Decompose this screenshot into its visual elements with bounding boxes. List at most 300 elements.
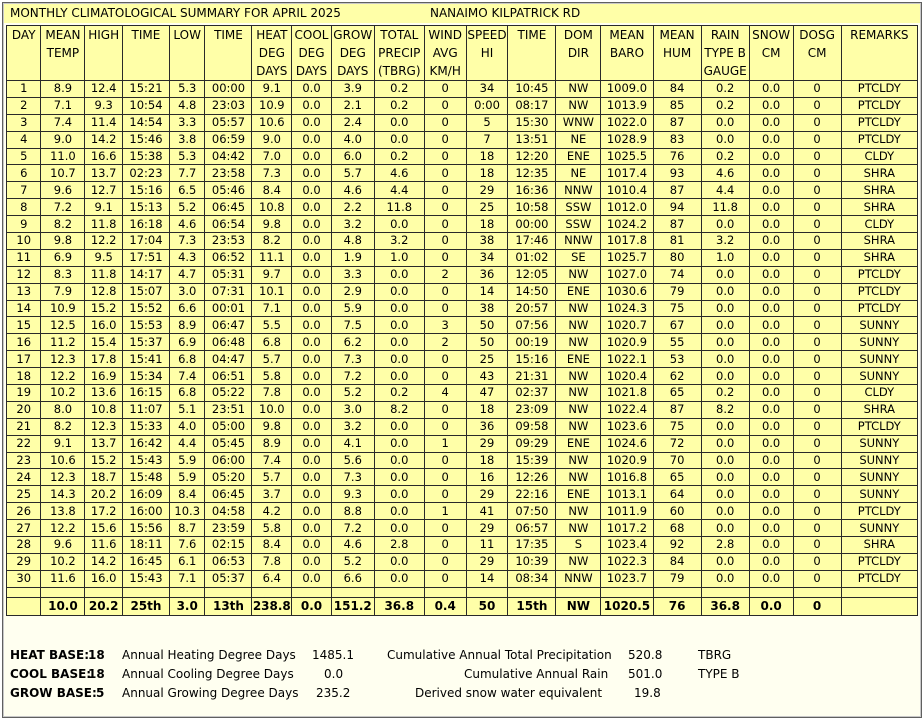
table-cell: 0.0 — [292, 131, 332, 148]
table-cell: 0.0 — [374, 368, 424, 385]
table-cell: 0 — [424, 148, 466, 165]
table-row — [7, 401, 918, 418]
table-cell: 1022.3 — [601, 553, 653, 570]
table-cell: 8.0 — [41, 401, 85, 418]
table-cell: 11 — [466, 537, 508, 554]
table-cell: 17.2 — [85, 503, 123, 520]
table-cell: 6.4 — [252, 570, 292, 587]
table-cell: SHRA — [841, 165, 917, 182]
table-row — [7, 452, 918, 469]
table-cell: SHRA — [841, 199, 917, 216]
table-cell: 15:34 — [122, 368, 169, 385]
table-row — [7, 385, 918, 402]
table-cell: 17:35 — [508, 537, 556, 554]
table-cell: 0.0 — [701, 368, 749, 385]
table-row — [7, 334, 918, 351]
totals-cell: 0.0 — [749, 597, 793, 615]
separator-row — [7, 587, 918, 597]
table-cell: 10.6 — [252, 114, 292, 131]
table-cell: 08:17 — [508, 97, 556, 114]
separator-cell — [508, 587, 556, 597]
table-cell: 1.9 — [331, 249, 374, 266]
table-cell: 5.2 — [331, 553, 374, 570]
table-cell: 1024.3 — [601, 300, 653, 317]
table-cell: SUNNY — [841, 334, 917, 351]
table-cell: 1020.9 — [601, 452, 653, 469]
heat-base-label: HEAT BASE: — [10, 648, 90, 662]
totals-cell: 1020.5 — [601, 597, 653, 615]
table-row — [7, 114, 918, 131]
table-cell: 0.2 — [374, 81, 424, 98]
table-cell: ENE — [556, 486, 601, 503]
table-cell: 0.0 — [701, 216, 749, 233]
table-cell: 15.2 — [85, 300, 123, 317]
table-cell: 12.2 — [41, 368, 85, 385]
table-cell: 0.0 — [292, 368, 332, 385]
table-cell: 18.7 — [85, 469, 123, 486]
table-cell: 0.0 — [292, 486, 332, 503]
table-cell: 0 — [424, 537, 466, 554]
table-cell: 0.0 — [749, 182, 793, 199]
table-cell: 8 — [7, 199, 41, 216]
table-cell: 10.8 — [252, 199, 292, 216]
separator-cell — [749, 587, 793, 597]
table-cell: 19 — [7, 385, 41, 402]
table-cell: 6.6 — [331, 570, 374, 587]
table-cell: 0.2 — [701, 97, 749, 114]
table-cell: 0.0 — [292, 435, 332, 452]
table-cell: 21:31 — [508, 368, 556, 385]
table-cell: 7 — [7, 182, 41, 199]
table-cell: 10.0 — [252, 401, 292, 418]
table-cell: 5.2 — [331, 385, 374, 402]
table-cell: 1022.1 — [601, 351, 653, 368]
table-cell: 43 — [466, 368, 508, 385]
table-cell: 8.4 — [252, 182, 292, 199]
grow-base-value: 5 — [96, 686, 105, 700]
table-cell: 5.3 — [169, 148, 205, 165]
table-cell: 2.9 — [331, 283, 374, 300]
table-row — [7, 469, 918, 486]
header-row — [7, 26, 918, 81]
table-cell: 0.0 — [701, 283, 749, 300]
table-cell: 0.0 — [749, 148, 793, 165]
table-cell: 81 — [653, 233, 701, 250]
table-cell: 5.5 — [252, 317, 292, 334]
grow-base-label: GROW BASE: — [10, 686, 97, 700]
table-cell: 11:07 — [122, 401, 169, 418]
table-cell: 15:53 — [122, 317, 169, 334]
table-cell: 14 — [7, 300, 41, 317]
table-cell: 0.0 — [374, 435, 424, 452]
table-cell: 15:48 — [122, 469, 169, 486]
table-cell: 13 — [7, 283, 41, 300]
table-cell: 0.0 — [701, 418, 749, 435]
table-cell: 0.0 — [749, 249, 793, 266]
totals-cell: 0.4 — [424, 597, 466, 615]
table-cell: 47 — [466, 385, 508, 402]
table-cell: 15.6 — [85, 520, 123, 537]
table-cell: PTCLDY — [841, 553, 917, 570]
table-row — [7, 537, 918, 554]
table-cell: 0 — [424, 182, 466, 199]
table-cell: 13.8 — [41, 503, 85, 520]
table-cell: 0 — [793, 418, 841, 435]
table-cell: 1025.7 — [601, 249, 653, 266]
table-cell: 79 — [653, 570, 701, 587]
table-cell: 00:01 — [205, 300, 252, 317]
table-cell: 9.8 — [41, 233, 85, 250]
table-cell: 0.0 — [701, 503, 749, 520]
table-cell: 10.8 — [85, 401, 123, 418]
table-cell: 7.3 — [331, 351, 374, 368]
table-cell: 76 — [653, 148, 701, 165]
table-cell: NW — [556, 452, 601, 469]
table-cell: 10.7 — [41, 165, 85, 182]
table-cell: 2 — [424, 266, 466, 283]
table-cell: 1024.6 — [601, 435, 653, 452]
table-cell: 8.9 — [252, 435, 292, 452]
table-cell: 08:34 — [508, 570, 556, 587]
table-cell: 0.0 — [749, 418, 793, 435]
separator-cell — [841, 587, 917, 597]
table-cell: 0 — [793, 182, 841, 199]
column-header: RAIN TYPE B GAUGE — [701, 26, 749, 81]
table-cell: 09:29 — [508, 435, 556, 452]
table-cell: 15:13 — [122, 199, 169, 216]
table-cell: 3.2 — [701, 233, 749, 250]
table-cell: NW — [556, 469, 601, 486]
table-cell: 9.8 — [252, 216, 292, 233]
table-cell: 02:37 — [508, 385, 556, 402]
table-cell: 8.3 — [41, 266, 85, 283]
table-cell: 12.3 — [41, 351, 85, 368]
table-cell: 5.7 — [252, 469, 292, 486]
table-cell: 0.0 — [374, 486, 424, 503]
table-cell: 04:42 — [205, 148, 252, 165]
separator-cell — [205, 587, 252, 597]
table-cell: 0.0 — [749, 503, 793, 520]
table-cell: 2.8 — [374, 537, 424, 554]
table-cell: 04:58 — [205, 503, 252, 520]
table-cell: 07:31 — [205, 283, 252, 300]
cum-total-precip-value: 520.8 — [628, 648, 663, 662]
table-cell: 7.4 — [169, 368, 205, 385]
table-cell: 1023.7 — [601, 570, 653, 587]
table-cell: PTCLDY — [841, 503, 917, 520]
table-cell: 0.0 — [749, 114, 793, 131]
table-cell: 0.0 — [292, 570, 332, 587]
separator-cell — [169, 587, 205, 597]
column-header: MEAN TEMP — [41, 26, 85, 81]
table-cell: 0.0 — [749, 469, 793, 486]
table-cell: 0 — [793, 81, 841, 98]
table-cell: 16:00 — [122, 503, 169, 520]
table-cell: 27 — [7, 520, 41, 537]
table-cell: 85 — [653, 97, 701, 114]
table-cell: 1020.7 — [601, 317, 653, 334]
table-cell: 11.8 — [85, 216, 123, 233]
table-cell: NW — [556, 266, 601, 283]
table-cell: NW — [556, 334, 601, 351]
table-cell: 0.0 — [749, 401, 793, 418]
table-cell: 23:03 — [205, 97, 252, 114]
table-cell: 26 — [7, 503, 41, 520]
table-cell: 0 — [424, 486, 466, 503]
table-cell: 11.6 — [41, 570, 85, 587]
cool-base-value: 18 — [88, 667, 105, 681]
table-cell: 87 — [653, 114, 701, 131]
footer-row-heat — [10, 648, 910, 666]
cool-base-label: COOL BASE: — [10, 667, 92, 681]
table-cell: SUNNY — [841, 520, 917, 537]
table-cell: 64 — [653, 486, 701, 503]
table-cell: 0.0 — [749, 266, 793, 283]
table-cell: 0 — [424, 570, 466, 587]
table-cell: 0.0 — [374, 503, 424, 520]
table-cell: 0 — [793, 199, 841, 216]
table-cell: 0.0 — [292, 300, 332, 317]
table-cell: 0 — [424, 97, 466, 114]
table-cell: 15:30 — [508, 114, 556, 131]
table-cell: 20 — [7, 401, 41, 418]
totals-cell: 3.0 — [169, 597, 205, 615]
table-cell: 15:38 — [122, 148, 169, 165]
table-row — [7, 486, 918, 503]
table-cell: 1020.9 — [601, 334, 653, 351]
table-cell: 7.8 — [252, 553, 292, 570]
table-cell: 4.0 — [169, 418, 205, 435]
table-cell: 0 — [793, 553, 841, 570]
table-cell: 0.0 — [749, 81, 793, 98]
table-cell: SSW — [556, 216, 601, 233]
table-cell: 9.7 — [252, 266, 292, 283]
table-cell: 0.0 — [292, 520, 332, 537]
table-cell: 10.2 — [41, 553, 85, 570]
table-cell: 0.2 — [374, 385, 424, 402]
table-cell: NE — [556, 131, 601, 148]
table-cell: 4.8 — [169, 97, 205, 114]
table-cell: 12:26 — [508, 469, 556, 486]
table-cell: 06:51 — [205, 368, 252, 385]
column-header: MEAN HUM — [653, 26, 701, 81]
table-cell: 0.0 — [292, 114, 332, 131]
table-cell: 4.3 — [169, 249, 205, 266]
table-cell: 18 — [466, 216, 508, 233]
table-cell: 0:00 — [466, 97, 508, 114]
table-cell: 9.3 — [85, 97, 123, 114]
table-cell: 18:11 — [122, 537, 169, 554]
table-cell: 11.2 — [41, 334, 85, 351]
table-cell: 0.0 — [749, 385, 793, 402]
table-cell: 10.6 — [41, 452, 85, 469]
table-cell: 0.0 — [292, 537, 332, 554]
table-cell: 0 — [793, 300, 841, 317]
table-cell: 02:15 — [205, 537, 252, 554]
table-cell: 0.0 — [749, 165, 793, 182]
table-cell: NW — [556, 401, 601, 418]
table-cell: 0.0 — [374, 520, 424, 537]
totals-cell: 13th — [205, 597, 252, 615]
table-cell: 1016.8 — [601, 469, 653, 486]
table-cell: 0.0 — [374, 216, 424, 233]
separator-cell — [424, 587, 466, 597]
column-header: DAY — [7, 26, 41, 81]
table-row — [7, 199, 918, 216]
table-cell: 0.0 — [701, 435, 749, 452]
table-cell: 05:45 — [205, 435, 252, 452]
table-cell: 0.2 — [374, 97, 424, 114]
table-cell: 6.9 — [41, 249, 85, 266]
totals-cell: 238.8 — [252, 597, 292, 615]
table-cell: 5 — [466, 114, 508, 131]
table-cell: 9.5 — [85, 249, 123, 266]
table-cell: PTCLDY — [841, 97, 917, 114]
table-cell: 16 — [466, 469, 508, 486]
table-cell: 18 — [466, 165, 508, 182]
table-cell: 14.3 — [41, 486, 85, 503]
table-cell: 3 — [7, 114, 41, 131]
table-cell: 02:23 — [122, 165, 169, 182]
table-cell: 8.2 — [701, 401, 749, 418]
table-cell: 0.0 — [292, 233, 332, 250]
table-cell: 14 — [466, 283, 508, 300]
table-cell: 65 — [653, 385, 701, 402]
table-cell: 12:05 — [508, 266, 556, 283]
station-name: NANAIMO KILPATRICK RD — [430, 6, 581, 20]
column-header: TOTAL PRECIP (TBRG) — [374, 26, 424, 81]
totals-cell: 76 — [653, 597, 701, 615]
table-cell: 1017.8 — [601, 233, 653, 250]
table-cell: 7.4 — [252, 452, 292, 469]
table-cell: 2 — [7, 97, 41, 114]
table-cell: SHRA — [841, 537, 917, 554]
table-row — [7, 283, 918, 300]
table-cell: 84 — [653, 553, 701, 570]
table-cell: 00:00 — [205, 81, 252, 98]
table-cell: 9.1 — [85, 199, 123, 216]
table-cell: 0 — [793, 469, 841, 486]
table-cell: 15:46 — [122, 131, 169, 148]
table-cell: NE — [556, 165, 601, 182]
column-header: MEAN BARO — [601, 26, 653, 81]
table-cell: 75 — [653, 418, 701, 435]
table-row — [7, 97, 918, 114]
table-cell: 29 — [466, 520, 508, 537]
footer-row-grow — [10, 686, 910, 704]
table-cell: 7.4 — [41, 114, 85, 131]
table-cell: 6.8 — [169, 385, 205, 402]
table-cell: 0.0 — [701, 317, 749, 334]
table-cell: 0.0 — [374, 317, 424, 334]
table-cell: 0 — [793, 486, 841, 503]
table-cell: 0.0 — [701, 452, 749, 469]
table-cell: 0.0 — [292, 317, 332, 334]
table-cell: 11.8 — [374, 199, 424, 216]
table-cell: 8.2 — [252, 233, 292, 250]
table-cell: 4.6 — [374, 165, 424, 182]
table-cell: 0.0 — [292, 452, 332, 469]
table-cell: 0.0 — [749, 131, 793, 148]
table-row — [7, 368, 918, 385]
table-cell: 0.0 — [374, 283, 424, 300]
table-cell: 0.0 — [292, 401, 332, 418]
column-header: COOL DEG DAYS — [292, 26, 332, 81]
table-cell: CLDY — [841, 216, 917, 233]
table-cell: 16:15 — [122, 385, 169, 402]
table-cell: 7 — [466, 131, 508, 148]
table-cell: 4.0 — [331, 131, 374, 148]
snow-water-label: Derived snow water equivalent — [415, 686, 603, 700]
table-cell: 16:09 — [122, 486, 169, 503]
table-cell: PTCLDY — [841, 418, 917, 435]
table-cell: 29 — [466, 435, 508, 452]
table-cell: 7.3 — [252, 165, 292, 182]
table-cell: 0 — [793, 233, 841, 250]
table-cell: 11.4 — [85, 114, 123, 131]
table-cell: 14:50 — [508, 283, 556, 300]
table-cell: 4.4 — [701, 182, 749, 199]
separator-cell — [331, 587, 374, 597]
table-cell: 92 — [653, 537, 701, 554]
table-cell: 0.0 — [292, 81, 332, 98]
table-cell: 15:21 — [122, 81, 169, 98]
table-cell: 0 — [424, 368, 466, 385]
table-cell: 0 — [793, 249, 841, 266]
table-cell: 0.0 — [292, 148, 332, 165]
table-cell: 0 — [793, 334, 841, 351]
table-cell: 0.0 — [374, 452, 424, 469]
table-cell: NW — [556, 81, 601, 98]
table-cell: 4.8 — [331, 233, 374, 250]
column-header: HIGH — [85, 26, 123, 81]
table-cell: 0 — [793, 148, 841, 165]
table-cell: 6.8 — [252, 334, 292, 351]
table-cell: 25 — [466, 351, 508, 368]
table-cell: 07:56 — [508, 317, 556, 334]
table-cell: 0.0 — [749, 317, 793, 334]
table-cell: 13.7 — [85, 435, 123, 452]
table-cell: 14:54 — [122, 114, 169, 131]
table-cell: 00:00 — [508, 216, 556, 233]
table-cell: 10:58 — [508, 199, 556, 216]
table-cell: 12:20 — [508, 148, 556, 165]
table-cell: PTCLDY — [841, 81, 917, 98]
table-cell: NNW — [556, 182, 601, 199]
table-cell: 55 — [653, 334, 701, 351]
table-cell: 0.0 — [292, 334, 332, 351]
table-cell: SUNNY — [841, 351, 917, 368]
table-cell: 2.8 — [701, 537, 749, 554]
table-cell: PTCLDY — [841, 114, 917, 131]
table-cell: 1.0 — [374, 249, 424, 266]
table-cell: 6.5 — [169, 182, 205, 199]
table-cell: 0.0 — [749, 570, 793, 587]
table-row — [7, 233, 918, 250]
annual-growing-value: 235.2 — [316, 686, 351, 700]
table-cell: 1 — [424, 503, 466, 520]
table-row — [7, 418, 918, 435]
table-cell: SUNNY — [841, 486, 917, 503]
separator-cell — [7, 587, 41, 597]
footer-row-cool — [10, 667, 910, 685]
table-cell: 0.0 — [292, 249, 332, 266]
table-cell: NW — [556, 503, 601, 520]
column-header: LOW — [169, 26, 205, 81]
table-cell: 0.0 — [701, 486, 749, 503]
table-cell: 0 — [793, 283, 841, 300]
heat-base-value: 18 — [88, 648, 105, 662]
